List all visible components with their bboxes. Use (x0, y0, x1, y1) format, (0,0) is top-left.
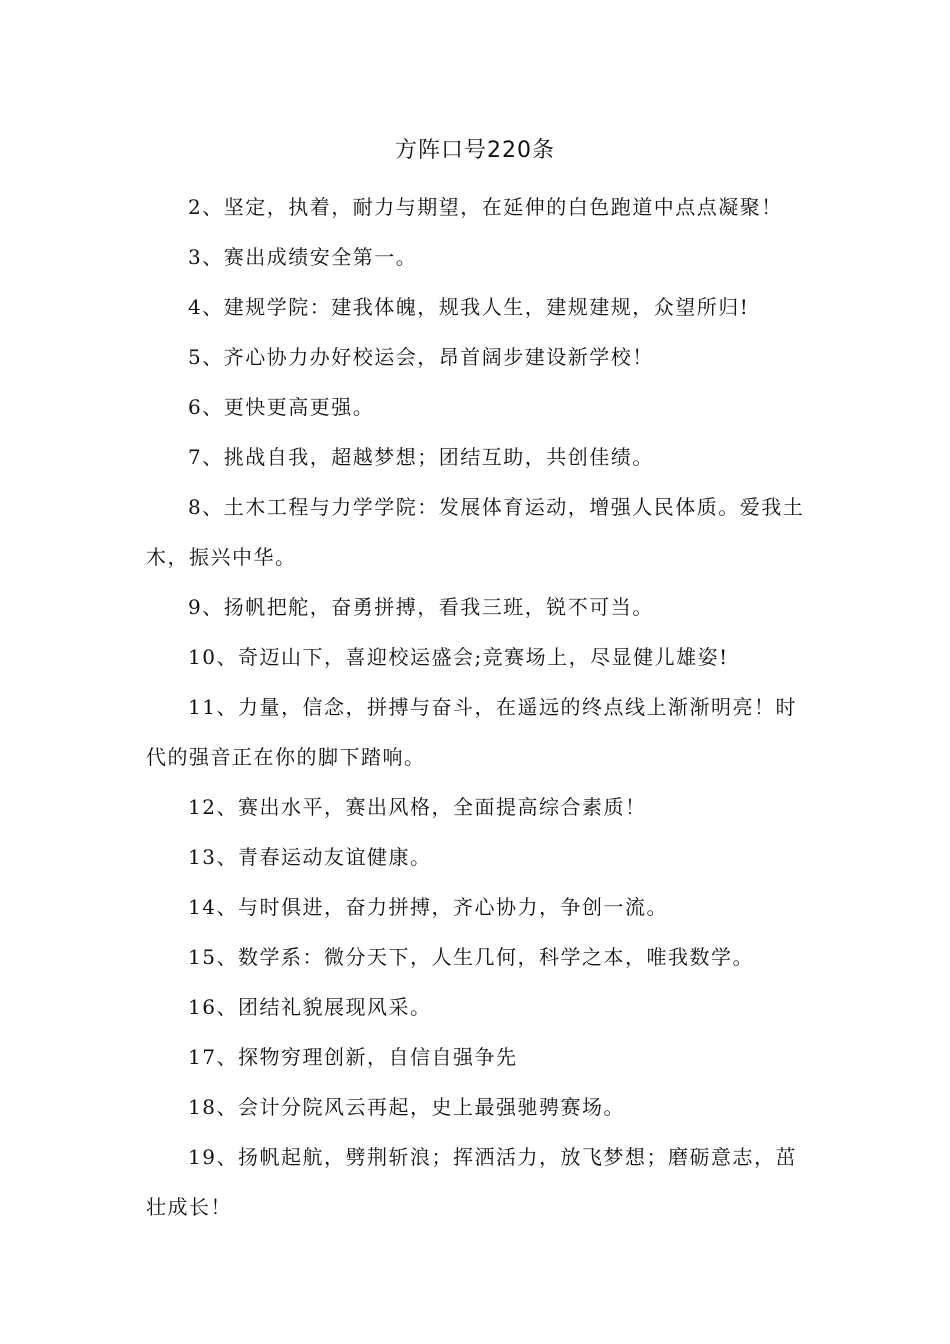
slogan-item: 11、力量，信念，拼搏与奋斗，在遥远的终点线上渐渐明亮！时代的强音正在你的脚下踏响。 (146, 695, 797, 769)
slogan-item: 19、扬帆起航，劈荆斩浪；挥洒活力，放飞梦想；磨砺意志，茁壮成长！ (146, 1145, 797, 1219)
slogan-item: 4、建规学院：建我体魄，规我人生，建规建规，众望所归! (188, 295, 750, 319)
slogan-item: 9、扬帆把舵，奋勇拼搏，看我三班，锐不可当。 (188, 595, 654, 619)
slogan-list (146, 182, 808, 1232)
slogan-item: 8、土木工程与力学学院：发展体育运动，增强人民体质。爱我土木，振兴中华。 (146, 495, 805, 569)
slogan-item: 15、数学系：微分天下，人生几何，科学之本，唯我数学。 (188, 945, 754, 969)
slogan-item: 17、探物穷理创新，自信自强争先 (188, 1045, 518, 1069)
slogan-item: 18、会计分院风云再起，史上最强驰骋赛场。 (188, 1095, 625, 1119)
slogan-item: 16、团结礼貌展现风采。 (188, 995, 432, 1019)
slogan-item: 2、坚定，执着，耐力与期望，在延伸的白色跑道中点点凝聚！ (188, 195, 783, 219)
slogan-item: 7、挑战自我，超越梦想；团结互助，共创佳绩。 (188, 445, 654, 469)
slogan-item: 12、赛出水平，赛出风格，全面提高综合素质！ (188, 795, 647, 819)
slogan-item: 5、齐心协力办好校运会，昂首阔步建设新学校！ (188, 345, 654, 369)
slogan-item: 14、与时俱进，奋力拼搏，齐心协力，争创一流。 (188, 895, 668, 919)
slogan-item: 6、更快更高更强。 (188, 395, 375, 419)
document-title: 方阵口号220条 (395, 138, 555, 163)
slogan-item: 13、青春运动友谊健康。 (188, 845, 432, 869)
slogan-item: 3、赛出成绩安全第一。 (188, 245, 418, 269)
slogan-item: 10、奇迈山下，喜迎校运盛会;竞赛场上，尽显健儿雄姿! (188, 645, 729, 669)
